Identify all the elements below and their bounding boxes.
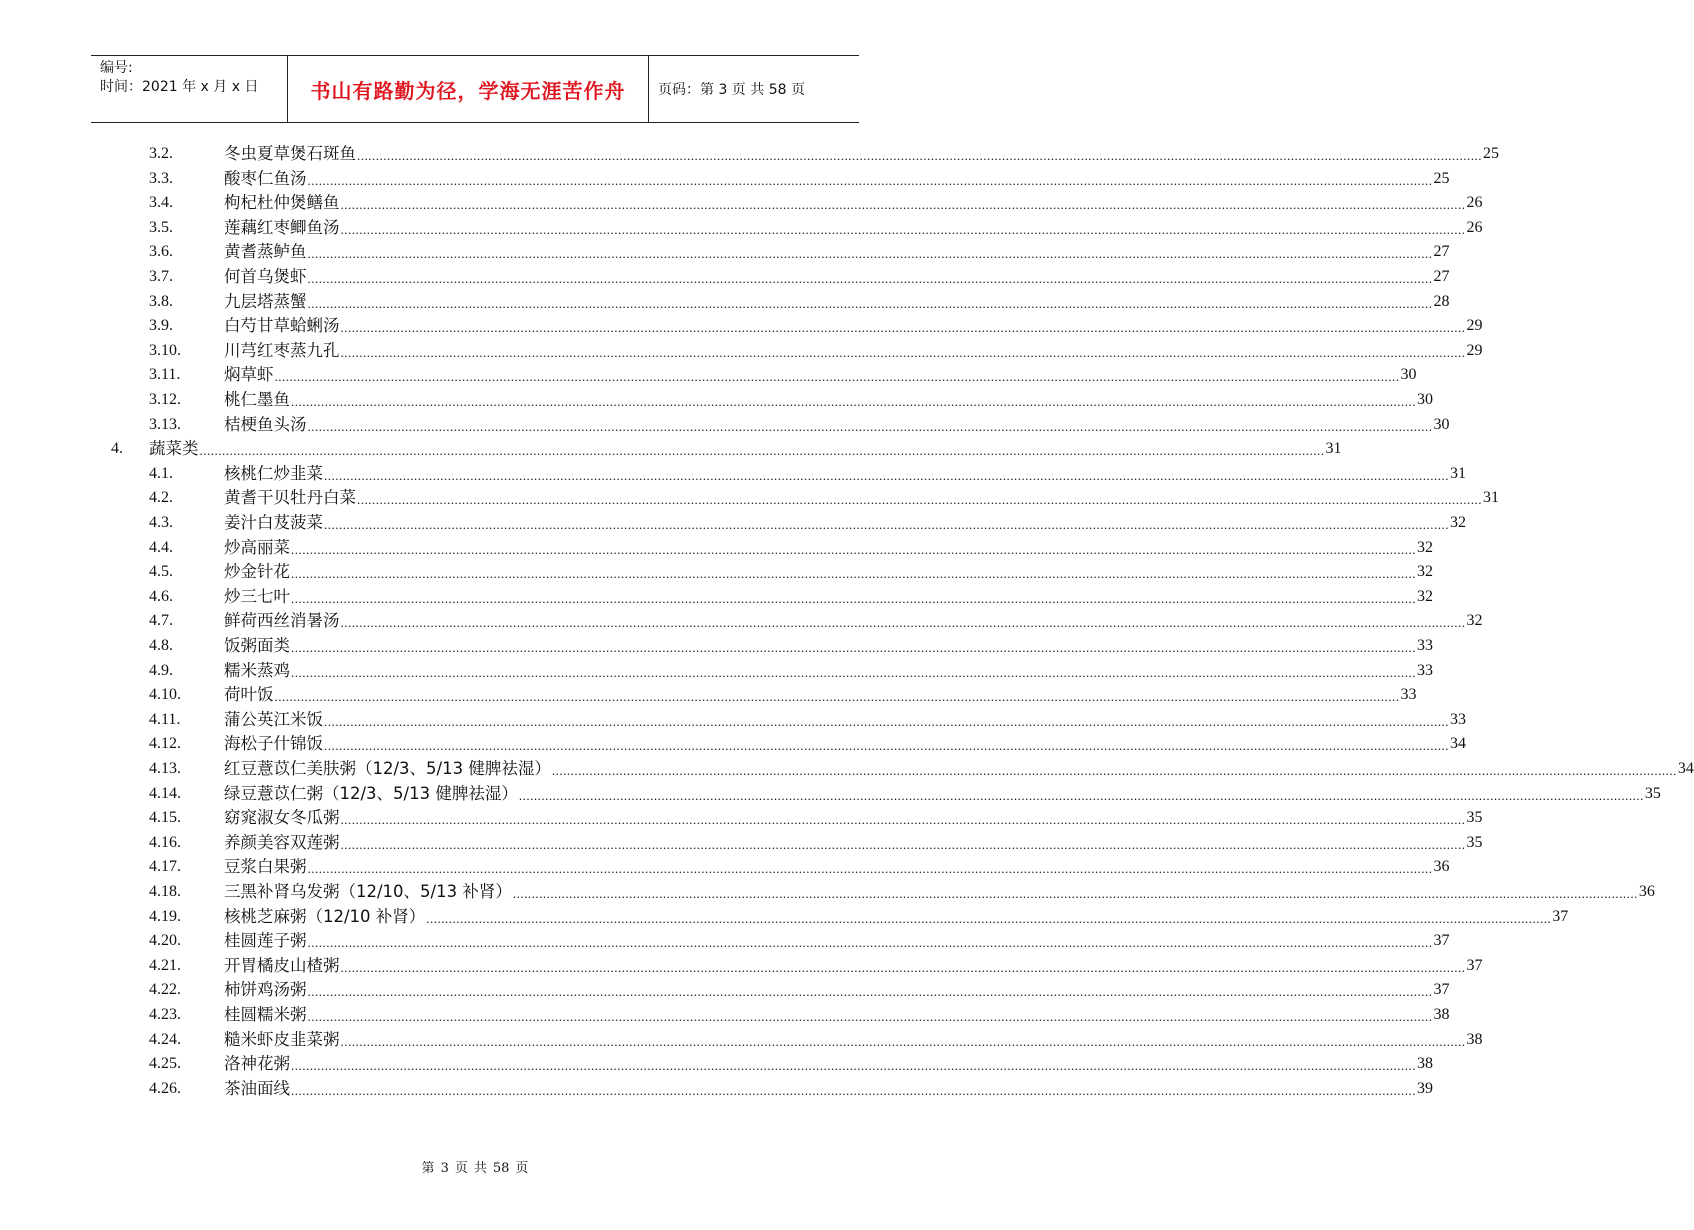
footer-total-pages: 58: [492, 1161, 510, 1176]
toc-page-number: 36: [1638, 883, 1655, 900]
toc-leader-dots: ............................................................................................................................................................................................................................................................................................................: [551, 763, 1677, 778]
toc-leader-dots: ............................................................................................................................................................................................................................................................................................................: [291, 1082, 1416, 1098]
toc-title: 九层塔蒸蟹: [224, 291, 307, 311]
toc-number: 4.21.: [149, 956, 181, 974]
toc-entry[interactable]: [111, 437, 1342, 461]
toc-entry[interactable]: [149, 560, 1433, 584]
toc-page-number: 31: [1450, 464, 1466, 482]
toc-entry[interactable]: [149, 363, 1417, 387]
footer-ye: 页: [454, 1161, 468, 1176]
toc-entry[interactable]: [149, 413, 1450, 437]
toc-title: 核桃芝麻粥（12/10 补肾）: [224, 906, 426, 926]
toc-title: 炒高丽菜: [224, 537, 290, 557]
header-meta: [91, 56, 287, 122]
toc-number: 4.1.: [149, 464, 173, 482]
toc-entry[interactable]: [149, 339, 1483, 363]
toc-title: 柿饼鸡汤粥: [224, 980, 307, 1000]
toc-page-number: 30: [1433, 415, 1450, 433]
toc-title: 洛神花粥: [224, 1054, 290, 1074]
toc-number: 4.24.: [149, 1030, 181, 1048]
toc-title: 茶油面线: [224, 1078, 290, 1098]
toc-entry[interactable]: [149, 708, 1466, 732]
toc-leader-dots: ............................................................................................................................................................................................................................................................................................................: [357, 148, 1482, 163]
toc-leader-dots: ............................................................................................................................................................................................................................................................................................................: [291, 1058, 1416, 1074]
toc-entry[interactable]: [149, 855, 1450, 879]
toc-page-number: 33: [1450, 710, 1466, 728]
toc-page-number: 28: [1433, 292, 1450, 310]
toc-entry[interactable]: [149, 462, 1466, 486]
toc-page-number: 26: [1466, 194, 1483, 212]
toc-leader-dots: ............................................................................................................................................................................................................................................................................................................: [291, 394, 1416, 409]
toc-page-number: 33: [1417, 637, 1433, 654]
toc-title: 桔梗鱼头汤: [224, 414, 307, 434]
toc-number: 4.26.: [149, 1079, 181, 1097]
toc-entry[interactable]: [149, 929, 1450, 953]
footer-di: 第: [421, 1161, 435, 1176]
toc-number: 4.9.: [149, 661, 173, 679]
toc-leader-dots: ............................................................................................................................................................................................................................................................................................................: [512, 886, 1638, 901]
toc-title: 绿豆薏苡仁粥（12/3、5/13 健脾祛湿）: [224, 783, 518, 803]
toc-page-number: 32: [1417, 538, 1433, 556]
toc-page-number: 25: [1483, 145, 1499, 162]
toc-page-number: 38: [1433, 1006, 1450, 1023]
footer-gong: 共: [473, 1161, 487, 1176]
toc-entry[interactable]: [149, 1003, 1450, 1027]
toc-title: 枸杞杜仲煲鳝鱼: [224, 193, 340, 213]
toc-number: 3.9.: [149, 317, 173, 335]
toc-entry[interactable]: [149, 806, 1483, 830]
toc-title: 海松子什锦饭: [224, 734, 323, 754]
toc-page-number: 33: [1417, 661, 1433, 679]
toc-entry[interactable]: [149, 683, 1417, 707]
toc-leader-dots: ............................................................................................................................................................................................................................................................................................................: [324, 517, 1449, 532]
toc-title: 冬虫夏草煲石斑鱼: [224, 144, 356, 163]
toc-number: 3.11.: [149, 366, 181, 384]
toc-entry[interactable]: [149, 757, 1694, 781]
toc-entry[interactable]: [149, 880, 1655, 904]
toc-title: 桂圆糯米粥: [224, 1005, 307, 1024]
toc-entry[interactable]: [149, 585, 1433, 609]
toc-entry[interactable]: [149, 1028, 1483, 1052]
toc-title: 开胃橘皮山楂粥: [224, 955, 340, 975]
toc-title: 何首乌煲虾: [224, 267, 307, 286]
toc-number: 3.8.: [149, 292, 173, 310]
toc-leader-dots: ............................................................................................................................................................................................................................................................................................................: [426, 910, 1552, 926]
toc-title: 糯米蒸鸡: [224, 660, 290, 680]
toc-entry[interactable]: [149, 511, 1466, 535]
toc-entry[interactable]: [149, 1077, 1433, 1101]
toc-number: 3.5.: [149, 218, 173, 236]
toc-entry[interactable]: [149, 1052, 1433, 1076]
toc-page-number: 33: [1400, 686, 1417, 704]
toc-entry[interactable]: [149, 659, 1433, 683]
toc-leader-dots: ............................................................................................................................................................................................................................................................................................................: [307, 1009, 1433, 1024]
toc-page-number: 32: [1450, 514, 1466, 531]
toc-leader-dots: ............................................................................................................................................................................................................................................................................................................: [291, 664, 1416, 680]
toc-number: 4.5.: [149, 563, 173, 581]
toc-title: 白芍甘草蛤蜊汤: [224, 316, 340, 336]
footer-ye-end: 页: [515, 1161, 529, 1176]
toc-leader-dots: ............................................................................................................................................................................................................................................................................................................: [324, 713, 1449, 729]
toc-title: 豆浆白果粥: [224, 857, 307, 877]
toc-leader-dots: ............................................................................................................................................................................................................................................................................................................: [307, 418, 1433, 434]
toc-entry[interactable]: [149, 634, 1433, 658]
toc-title: 黄耆蒸鲈鱼: [224, 242, 307, 262]
toc-title: 姜汁白芨菠菜: [224, 513, 323, 532]
toc-leader-dots: ............................................................................................................................................................................................................................................................................................................: [340, 812, 1466, 828]
toc-number: 3.2.: [149, 145, 173, 162]
toc-leader-dots: ............................................................................................................................................................................................................................................................................................................: [518, 787, 1644, 803]
toc-page-number: 25: [1433, 169, 1450, 187]
toc-leader-dots: ............................................................................................................................................................................................................................................................................................................: [340, 344, 1466, 360]
toc-leader-dots: ............................................................................................................................................................................................................................................................................................................: [324, 467, 1449, 483]
toc-leader-dots: ............................................................................................................................................................................................................................................................................................................: [340, 320, 1466, 336]
toc-page-number: 31: [1483, 489, 1499, 507]
toc-leader-dots: ............................................................................................................................................................................................................................................................................................................: [340, 959, 1466, 975]
toc-number: 4.17.: [149, 858, 181, 876]
toc-page-number: 30: [1400, 366, 1417, 384]
toc-title: 饭粥面类: [224, 636, 290, 655]
toc-page-number: 37: [1433, 932, 1450, 950]
toc-entry[interactable]: [149, 142, 1499, 166]
toc-number: 4.2.: [149, 489, 173, 507]
toc-number: 3.7.: [149, 268, 173, 285]
toc-number: 4.10.: [149, 686, 181, 704]
toc-number: 4.11.: [149, 710, 181, 728]
toc-leader-dots: ............................................................................................................................................................................................................................................................................................................: [340, 836, 1466, 852]
toc-leader-dots: ............................................................................................................................................................................................................................................................................................................: [307, 935, 1433, 951]
toc-page-number: 29: [1466, 317, 1483, 335]
toc-title: 焖草虾: [224, 365, 274, 385]
toc-leader-dots: ............................................................................................................................................................................................................................................................................................................: [291, 541, 1416, 557]
toc-number: 4.20.: [149, 932, 181, 950]
toc-page-number: 27: [1433, 243, 1450, 261]
toc-entry[interactable]: [149, 388, 1433, 412]
toc-number: 3.4.: [149, 194, 173, 212]
toc-page-number: 27: [1433, 268, 1450, 285]
toc-page-number: 34: [1677, 760, 1694, 777]
toc-number: 4.18.: [149, 883, 181, 900]
toc-entry[interactable]: [149, 216, 1483, 240]
toc-number: 4.15.: [149, 809, 181, 827]
toc-page-number: 35: [1466, 833, 1483, 851]
toc-leader-dots: ............................................................................................................................................................................................................................................................................................................: [307, 295, 1433, 311]
toc-number: 3.13.: [149, 415, 181, 433]
toc-leader-dots: ............................................................................................................................................................................................................................................................................................................: [291, 566, 1416, 582]
toc-entry[interactable]: [149, 536, 1433, 560]
toc-number: 4.3.: [149, 514, 173, 531]
toc-entry[interactable]: [149, 191, 1483, 215]
toc-number: 4.22.: [149, 981, 181, 999]
toc-page-number: 35: [1644, 784, 1661, 802]
toc-page-number: 26: [1466, 218, 1483, 236]
toc-page-number: 30: [1417, 391, 1433, 408]
toc-number: 4.23.: [149, 1006, 181, 1023]
toc-title: 养颜美容双莲粥: [224, 832, 340, 852]
toc-leader-dots: ............................................................................................................................................................................................................................................................................................................: [307, 172, 1433, 188]
toc-title: 炒三七叶: [224, 586, 290, 606]
toc-page-number: 38: [1466, 1030, 1483, 1048]
toc-leader-dots: ............................................................................................................................................................................................................................................................................................................: [307, 246, 1433, 262]
toc-page-number: 37: [1552, 907, 1569, 925]
toc-entry[interactable]: [149, 486, 1499, 510]
toc-number: 4.14.: [149, 784, 181, 802]
toc-entry[interactable]: [149, 732, 1466, 756]
toc-page-number: 37: [1466, 956, 1483, 974]
code-label: 编号:: [100, 60, 133, 76]
toc-page-number: 29: [1466, 341, 1483, 359]
toc-leader-dots: ............................................................................................................................................................................................................................................................................................................: [357, 492, 1482, 508]
toc-page-number: 38: [1417, 1055, 1433, 1073]
toc-title: 川芎红枣蒸九孔: [224, 340, 340, 360]
toc-number: 3.12.: [149, 391, 181, 408]
toc-entry[interactable]: [149, 831, 1483, 855]
toc-leader-dots: ............................................................................................................................................................................................................................................................................................................: [340, 221, 1466, 237]
toc-entry[interactable]: [149, 905, 1569, 929]
toc-leader-dots: ............................................................................................................................................................................................................................................................................................................: [340, 1033, 1466, 1049]
toc-leader-dots: ............................................................................................................................................................................................................................................................................................................: [340, 615, 1466, 631]
toc-number: 3.3.: [149, 169, 173, 187]
toc-entry[interactable]: [149, 782, 1661, 806]
toc-number: 4.6.: [149, 587, 173, 605]
header-page-label: 页码：第 3 页 共 58 页: [658, 82, 805, 98]
toc-page-number: 32: [1466, 612, 1483, 630]
page-header: [91, 55, 859, 123]
toc-page-number: 36: [1433, 858, 1450, 876]
toc-entry[interactable]: [149, 265, 1450, 289]
toc-number: 3.6.: [149, 243, 173, 261]
toc-title: 黄耆干贝牡丹白菜: [224, 488, 356, 508]
toc-entry[interactable]: [149, 240, 1450, 264]
toc-page-number: 37: [1433, 981, 1450, 999]
toc-page-number: 31: [1325, 440, 1342, 458]
header-motto: 书山有路勤为径，学海无涯苦作舟: [287, 56, 649, 122]
toc-title: 荷叶饭: [224, 685, 274, 705]
toc-title: 核桃仁炒韭菜: [224, 463, 323, 483]
toc-entry[interactable]: [149, 290, 1450, 314]
toc-leader-dots: ............................................................................................................................................................................................................................................................................................................: [291, 590, 1416, 606]
toc-page-number: 34: [1450, 735, 1466, 753]
toc-title: 蔬菜类: [149, 439, 199, 459]
toc-number: 4.4.: [149, 538, 173, 556]
time-label: 时间：2021 年 x 月 x 日: [100, 79, 259, 95]
toc-title: 莲藕红枣鲫鱼汤: [224, 217, 340, 237]
page-footer: [0, 1157, 950, 1176]
toc-leader-dots: ............................................................................................................................................................................................................................................................................................................: [324, 738, 1449, 754]
toc-title: 糙米虾皮韭菜粥: [224, 1029, 340, 1049]
toc-entry[interactable]: [149, 609, 1483, 633]
toc-leader-dots: ............................................................................................................................................................................................................................................................................................................: [307, 861, 1433, 877]
toc-number: 4.13.: [149, 760, 181, 777]
toc-leader-dots: ............................................................................................................................................................................................................................................................................................................: [307, 984, 1433, 1000]
toc-number: 4.12.: [149, 735, 181, 753]
toc-title: 桂圆莲子粥: [224, 931, 307, 951]
toc-number: 3.10.: [149, 341, 181, 359]
toc-entry[interactable]: [149, 954, 1483, 978]
toc-leader-dots: ............................................................................................................................................................................................................................................................................................................: [307, 271, 1433, 286]
toc-number: 4.: [111, 440, 123, 458]
toc-page-number: 35: [1466, 809, 1483, 827]
toc-title: 酸枣仁鱼汤: [224, 168, 307, 188]
toc-title: 蒲公英江米饭: [224, 709, 323, 729]
toc-leader-dots: ............................................................................................................................................................................................................................................................................................................: [291, 640, 1416, 655]
toc-number: 4.7.: [149, 612, 173, 630]
toc-title: 三黑补肾乌发粥（12/10、5/13 补肾）: [224, 882, 512, 901]
toc-entry[interactable]: [149, 978, 1450, 1002]
toc-number: 4.19.: [149, 907, 181, 925]
toc-title: 桃仁墨鱼: [224, 390, 290, 409]
toc-leader-dots: ............................................................................................................................................................................................................................................................................................................: [340, 197, 1466, 213]
toc-number: 4.16.: [149, 833, 181, 851]
toc-number: 4.8.: [149, 637, 173, 654]
toc-title: 红豆薏苡仁美肤粥（12/3、5/13 健脾祛湿）: [224, 759, 551, 778]
toc-page-number: 39: [1417, 1079, 1433, 1097]
toc-page-number: 32: [1417, 563, 1433, 581]
toc-entry[interactable]: [149, 167, 1450, 191]
toc-entry[interactable]: [149, 314, 1483, 338]
toc-leader-dots: ............................................................................................................................................................................................................................................................................................................: [274, 689, 1400, 705]
toc-title: 鲜荷西丝消暑汤: [224, 611, 340, 631]
footer-current-page: 3: [440, 1161, 449, 1176]
toc-number: 4.25.: [149, 1055, 181, 1073]
toc-page-number: 32: [1417, 587, 1433, 605]
toc-leader-dots: ............................................................................................................................................................................................................................................................................................................: [274, 369, 1400, 385]
toc-title: 炒金针花: [224, 562, 290, 582]
toc-title: 窈窕淑女冬瓜粥: [224, 808, 340, 828]
toc-leader-dots: ............................................................................................................................................................................................................................................................................................................: [199, 443, 1325, 459]
